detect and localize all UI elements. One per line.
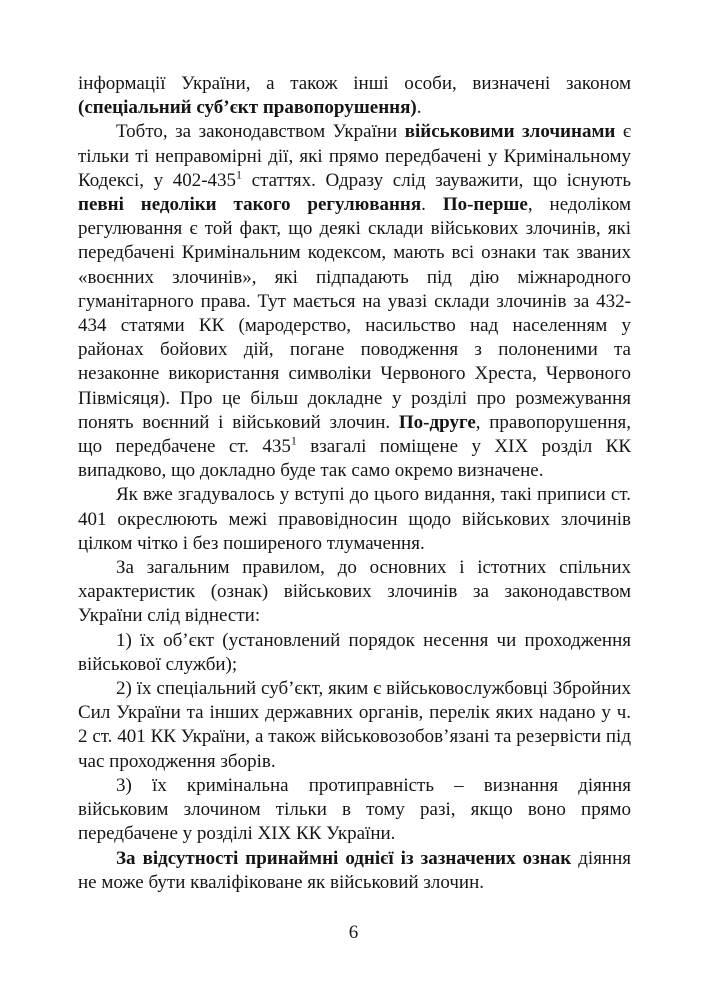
text-run: , правопорушення, що передбачене ст. 435 xyxy=(78,411,632,458)
paragraph-za-vidsutnosti xyxy=(78,847,631,895)
text-run: Як вже згадувалось у вступі до цього видання, такі приписи ст. 401 окреслюють межі правовідносин щодо військових злочинів цілком чітко і без поширеного тлумачення. xyxy=(78,484,631,554)
paragraph-yak-vzhe xyxy=(78,483,631,556)
paragraph-list-item-1 xyxy=(78,629,631,677)
text-run: є тільки ті неправомірні дії, які прямо передбачені у Кримінальному Кодексі, у 402-435 xyxy=(78,121,632,191)
text-run: . xyxy=(421,194,443,216)
paragraph-za-zahalnym xyxy=(78,556,631,629)
bold-run: По-друге xyxy=(398,411,476,433)
text-run: , недоліком регулювання є той факт, що деякі склади військових злочинів, які передбачені Кримінальним кодексом, мають всі ознаки так званих «воєнних злочинів», які підпадають під дію міжнародного гуманітарного права. Тут мається на увазі склади злочинів за 432-434 статями КК (мародерство, насильство над населенням у районах бойових дій, погане поводження з полоненими та незаконне використання символіки Червоного Хреста, Червоного Півмісяця). Про це більш докладне у розділі про розмежування понять воєнний і військовий злочин. xyxy=(78,194,631,433)
paragraph-list-item-3 xyxy=(78,774,631,847)
text-run: взагалі поміщене у XIX розділ КК випадково, що докладно буде так само окремо визначене. xyxy=(78,436,631,482)
paragraph-continuation xyxy=(78,72,631,120)
text-run: 2) їх спеціальний суб’єкт, яким є військовослужбовці Збройних Сил України та інших державних органів, перелік яких надано у ч. 2 ст. 401 КК України, а також військовозобов’язані та резервісти під час проходження зборів. xyxy=(78,678,631,772)
text-run: інформації України, а також інші особи, визначені законом xyxy=(78,73,631,94)
bold-run: військовими злочинами xyxy=(404,121,616,143)
text-run: За загальним правилом, до основних і істотних спільних характеристик (ознак) військових злочинів за законодавством України слід віднести: xyxy=(78,557,631,627)
text-run: 1) їх об’єкт (установлений порядок несення чи проходження військової служби); xyxy=(78,629,631,675)
paragraph-tobto xyxy=(78,120,631,483)
bold-run: (спеціальний суб’єкт правопорушення) xyxy=(78,97,417,119)
text-run: Тобто, за законодавством України xyxy=(116,121,405,143)
page-text xyxy=(78,72,631,895)
superscript: 1 xyxy=(290,433,297,448)
paragraph-list-item-2 xyxy=(78,677,631,774)
page-number: 6 xyxy=(348,922,359,943)
text-run: . xyxy=(416,97,422,119)
text-run: 3) їх кримінальна протиправність – визнання діяння військовим злочином тільки в тому разі, якщо воно прямо передбачене у розділі XIX КК України. xyxy=(78,774,631,845)
bold-run: По-перше xyxy=(442,194,528,216)
text-run: діяння не може бути кваліфіковане як військовий злочин. xyxy=(78,847,632,893)
text-run: статтях. Одразу слід зауважити, що існують xyxy=(242,169,631,191)
superscript: 1 xyxy=(236,167,243,182)
bold-run: За відсутності принаймні однієї із зазначених ознак xyxy=(116,847,572,869)
bold-run: певні недоліки такого регулювання xyxy=(78,194,422,216)
